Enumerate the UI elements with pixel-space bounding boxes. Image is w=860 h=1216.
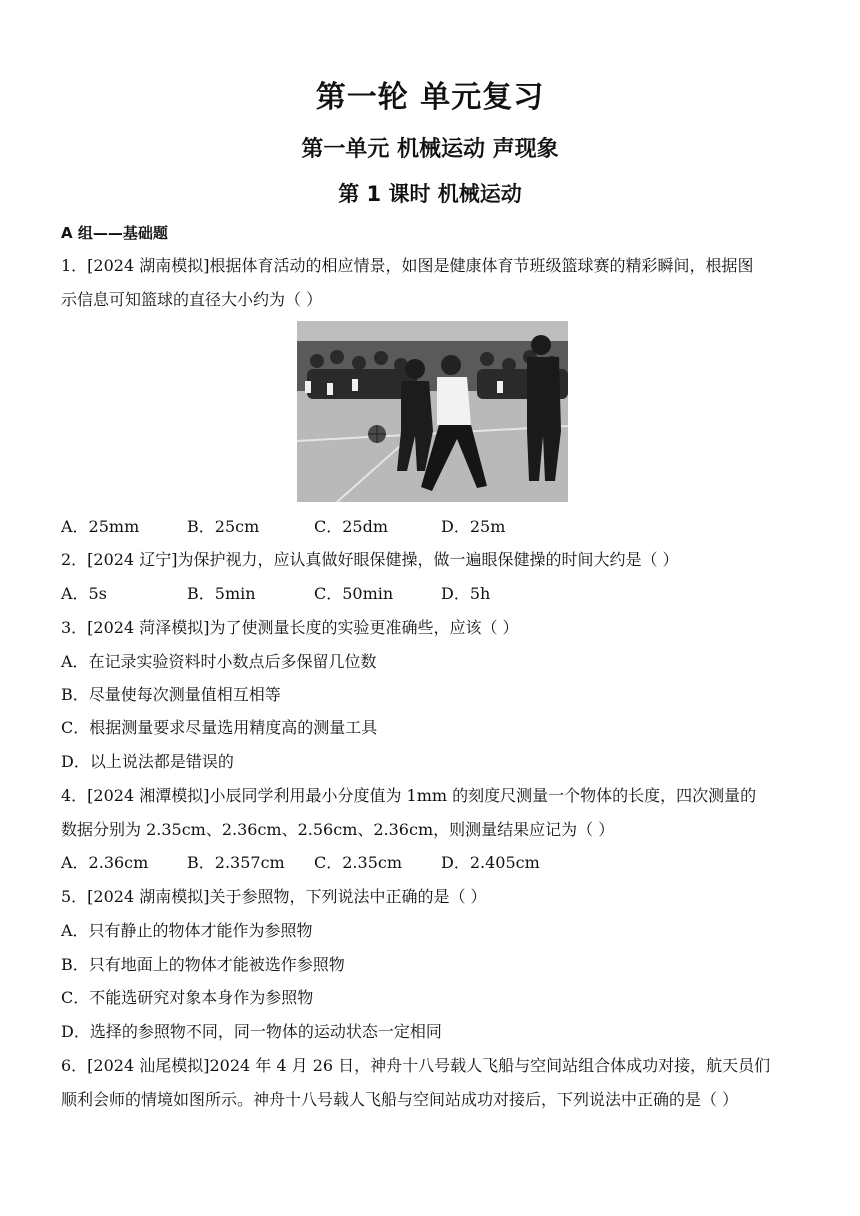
unit-title: 第一单元 机械运动 声现象: [301, 137, 559, 162]
q1-stem-line1: 1．[2024 湖南模拟]根据体育活动的相应情景，如图是健康体育节班级篮球赛的精彩瞬间，根据图: [61, 256, 754, 275]
q3-option-d: D．以上说法都是错误的: [61, 752, 234, 771]
q3-option-a: A．在记录实验资料时小数点后多保留几位数: [61, 652, 377, 671]
q5-stem: 5．[2024 湖南模拟]关于参照物，下列说法中正确的是（ ）: [61, 887, 487, 906]
page-title: 第一轮 单元复习: [315, 80, 545, 115]
q5-option-a: A．只有静止的物体才能作为参照物: [61, 921, 313, 940]
q2-option-b: B．5min: [187, 584, 256, 603]
q4-option-d: D．2.405cm: [441, 853, 540, 872]
basketball-photo: [297, 321, 568, 502]
q2-option-a: A．5s: [61, 584, 107, 603]
group-label: A 组——基础题: [61, 224, 168, 242]
q5-option-d: D．选择的参照物不同，同一物体的运动状态一定相同: [61, 1022, 442, 1041]
q3-stem: 3．[2024 菏泽模拟]为了使测量长度的实验更准确些，应该（ ）: [61, 618, 519, 637]
basketball-photo-drawing: [297, 321, 568, 502]
q4-option-c: C．2.35cm: [314, 853, 403, 872]
q4-stem-line2: 数据分别为 2.35cm、2.36cm、2.56cm、2.36cm，则测量结果应记为（ ）: [61, 820, 615, 839]
q1-option-a: A．25mm: [61, 517, 140, 536]
q2-stem: 2．[2024 辽宁]为保护视力，应认真做好眼保健操，做一遍眼保健操的时间大约是（ ）: [61, 550, 679, 569]
q6-stem-line2: 顺利会师的情境如图所示。神舟十八号载人飞船与空间站成功对接后，下列说法中正确的是（ ）: [61, 1090, 739, 1109]
q6-stem-line1: 6．[2024 汕尾模拟]2024 年 4 月 26 日，神舟十八号载人飞船与空间站组合体成功对接，航天员们: [61, 1056, 771, 1075]
q3-option-b: B．尽量使每次测量值相互相等: [61, 685, 281, 704]
q4-option-a: A．2.36cm: [61, 853, 149, 872]
q1-stem-line2: 示信息可知篮球的直径大小约为（ ）: [61, 290, 323, 309]
q4-option-b: B．2.357cm: [187, 853, 285, 872]
q1-option-d: D．25m: [441, 517, 506, 536]
q1-option-c: C．25dm: [314, 517, 389, 536]
q2-option-c: C．50min: [314, 584, 394, 603]
q3-option-c: C．根据测量要求尽量选用精度高的测量工具: [61, 718, 378, 737]
q2-option-d: D．5h: [441, 584, 491, 603]
q1-option-b: B．25cm: [187, 517, 260, 536]
q5-option-c: C．不能选研究对象本身作为参照物: [61, 988, 314, 1007]
q4-stem-line1: 4．[2024 湘潭模拟]小辰同学利用最小分度值为 1mm 的刻度尺测量一个物体的长度，四次测量的: [61, 786, 757, 805]
q5-option-b: B．只有地面上的物体才能被选作参照物: [61, 955, 345, 974]
lesson-title: 第 1 课时 机械运动: [338, 182, 522, 206]
